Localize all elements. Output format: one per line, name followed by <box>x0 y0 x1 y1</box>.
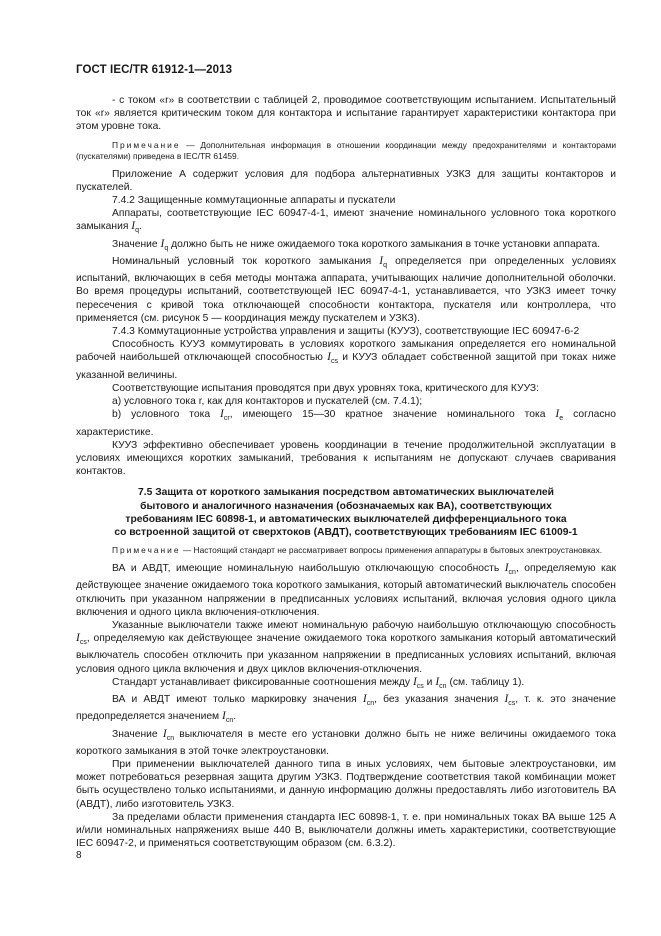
paragraph: При применении выключателей данного типа в иных условиях, чем бытовые электроустановки, им может потребоваться резервная защита другим УЗКЗ. Подтверждение соответствия такой комбинации может быть осуществлено только испытаниями, и данную информацию должны предоставлять либо изготовитель ВА (АВДТ), либо изготовитель УЗКЗ. <box>76 759 616 810</box>
note-text: — Дополнительная информация в отношении координации между предохранителями и контакторами (пускателями) приведена в IEC/TR 61459. <box>76 139 617 161</box>
paragraph: - с током «r» в соответствии с таблицей 2, проводимое соответствующим испытанием. Испытательный ток «r» является критическим током для контактора и испытание гарантирует характеристики контактора при этом уровне тока. <box>76 95 616 133</box>
page-header: ГОСТ IEC/TR 61912-1—2013 <box>76 64 233 76</box>
paragraph: За пределами области применения стандарта IEC 60898-1, т. е. при номинальных токах ВА выше 125 А и/или номинальных напряжениях выше 440 В, выключатели должны иметь характеристики, соответствующие IEC 60947-2, и применяться соответствующим образом (см. 6.3.2). <box>76 811 616 850</box>
page-number: 8 <box>76 850 82 861</box>
paragraph: Значение $I_q$ должно быть не ниже ожидаемого тока короткого замыкания в точке установки аппарата. <box>112 237 601 252</box>
note <box>76 545 616 556</box>
paragraph: Стандарт устанавливает фиксированные соотношения между $I_{cs}$ и $I_{cn}$ (см. таблицу 1). <box>112 675 525 690</box>
paragraph: Аппараты, соответствующие IEC 60947-4-1, имеют значение номинального условного тока короткого замыкания $I_q$. <box>76 208 616 235</box>
note-label: Примечание <box>112 139 181 150</box>
paragraph: Соответствующие испытания проводятся при двух уровнях тока, критического для КУУЗ: <box>112 382 539 394</box>
list-item: а) условного тока r, как для контакторов и пускателей (см. 7.4.1); <box>112 396 423 408</box>
document-body <box>76 94 616 850</box>
paragraph: Приложение А содержит условия для подбора альтернативных УЗКЗ для защиты контакторов и пускателей. <box>76 168 616 193</box>
note-text: — Настоящий стандарт не рассматривает вопросы применения аппаратуры в бытовых электроустановках. <box>182 545 603 556</box>
paragraph: Способность КУУЗ коммутировать в условиях короткого замыкания определяется его номинальной рабочей наибольшей отключающей способностью $I_{cs}$ и КУУЗ обладает собственной защитой при токах ниже указанной величины. <box>76 339 616 381</box>
section-heading: 7.5 Защита от короткого замыкания посредством автоматических выключателей бытового и аналогичного назначения (обозначаемых как ВА), соответствующих требованиям IEC 60898-1, и автоматических выключателей дифференциального тока со встроенной защитой от сверхтоков (АВДТ), соответствующих требованиям IEC 61009-1 <box>114 487 578 538</box>
list-item: b) условного тока $I_{cr}$, имеющего 15—30 кратное значение номинального тока $I_e$ согласно характеристике. <box>76 408 616 438</box>
note-label: Примечание <box>112 545 181 556</box>
paragraph: Указанные выключатели также имеют номинальную рабочую наибольшую отключающую способность $I_{cs}$, определяемую как действующее значение ожидаемого тока короткого замыкания который автоматический выключатель способен отключить при указанном напряжении в предписанных условиях испытаний, включая условия одного цикла включения и двух циклов включения-отключения. <box>76 619 616 675</box>
paragraph: КУУЗ эффективно обеспечивает уровень координации в течение продолжительной эксплуатации в условиях имеющихся коротких замыканий, требования к испытаниям не допускают случаев сваривания контактов. <box>76 439 616 478</box>
paragraph: ВА и АВДТ имеют только маркировку значения $I_{cn}$, без указания значения $I_{cs}$, т. к. это значение предопределяется значением $I_{cn}$. <box>76 693 616 725</box>
paragraph: ВА и АВДТ, имеющие номинальную наибольшую отключающую способность $I_{cn}$, определяемую как действующее значение ожидаемого тока короткого замыкания, который автоматический выключатель способен отключить при указанном напряжении в предписанных условиях испытаний, включая условия одного цикла включения и одного цикла включения-отключения. <box>76 562 616 618</box>
subsection-heading: 7.4.2 Защищенные коммутационные аппараты и пускатели <box>112 195 396 207</box>
paragraph: Номинальный условный ток короткого замыкания $I_q$ определяется при определенных условиях испытаний, включающих в себя методы монтажа аппарата, учитывающих наличие дополнительной оболочки. Во время процедуры испытаний, соответствующей IEC 60947-4-1, устанавливается, что УЗКЗ имеет точку пересечения с кривой тока отключающей способности контактора, пускателя или контроллера, что применяется (см. рисунок 5 — координация между пускателем и УЗКЗ). <box>76 254 616 324</box>
note <box>76 140 616 162</box>
subsection-heading: 7.4.3 Коммутационные устройства управления и защиты (КУУЗ), соответствующие IEC 60947-6-2 <box>112 325 580 337</box>
paragraph: Значение $I_{cn}$ выключателя в месте его установки должно быть не ниже величины ожидаемого тока короткого замыкания в этой точке электроустановки. <box>76 727 616 757</box>
